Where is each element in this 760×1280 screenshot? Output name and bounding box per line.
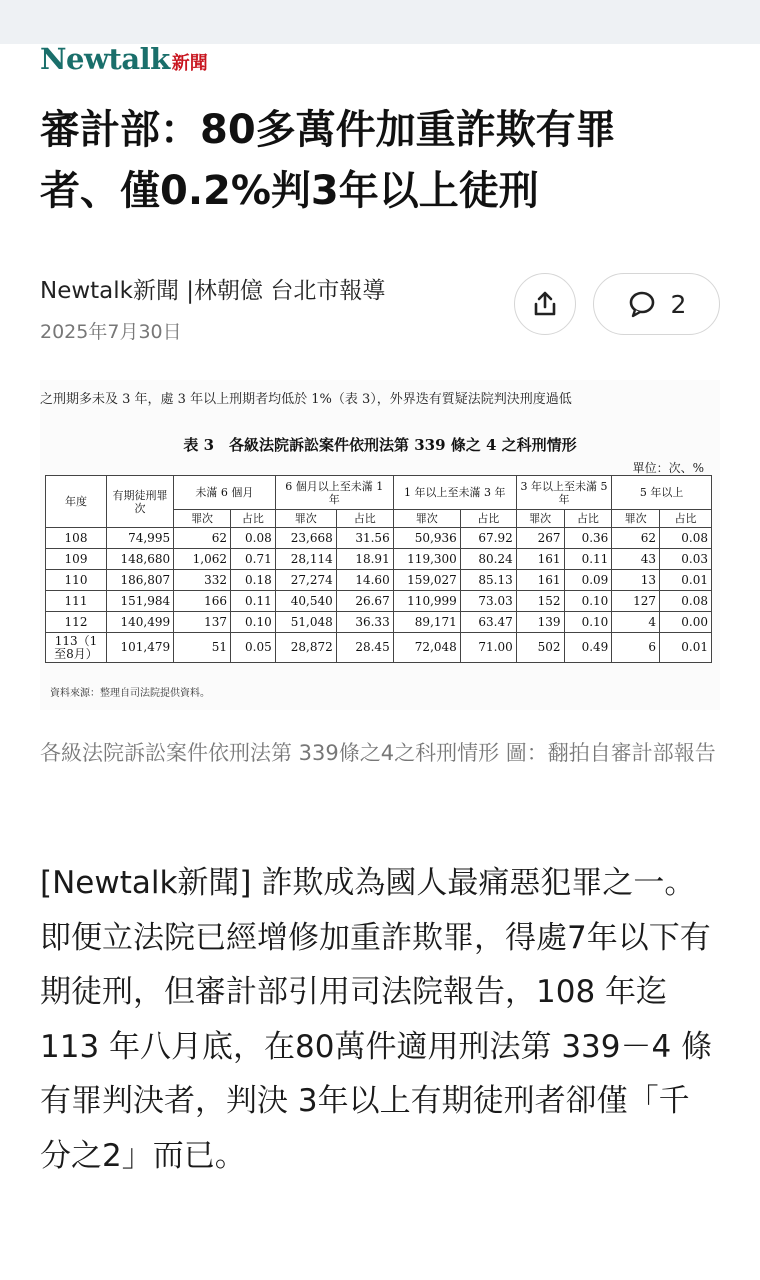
cell-count: 119,300 <box>393 549 460 570</box>
cell-ratio: 0.36 <box>564 528 612 549</box>
table-row <box>46 570 712 591</box>
cell-year: 111 <box>46 591 107 612</box>
header-group: 3 年以上至未滿 5 年 <box>516 476 612 510</box>
comment-icon <box>627 289 657 319</box>
header-group: 6 個月以上至未滿 1 年 <box>275 476 393 510</box>
comment-count: 2 <box>670 289 687 319</box>
header-count: 罪次 <box>275 510 336 528</box>
brand-suffix: 新聞 <box>171 53 208 74</box>
cell-total: 74,995 <box>107 528 174 549</box>
cell-ratio: 0.03 <box>660 549 712 570</box>
header-ratio: 占比 <box>460 510 516 528</box>
cell-ratio: 26.67 <box>336 591 393 612</box>
cell-ratio: 31.56 <box>336 528 393 549</box>
cell-count: 72,048 <box>393 633 460 663</box>
cell-count: 62 <box>612 528 660 549</box>
sentencing-table <box>45 475 712 663</box>
cell-count: 43 <box>612 549 660 570</box>
cell-count: 267 <box>516 528 564 549</box>
cell-ratio: 0.09 <box>564 570 612 591</box>
cell-count: 110,999 <box>393 591 460 612</box>
cell-ratio: 0.00 <box>660 612 712 633</box>
cell-count: 23,668 <box>275 528 336 549</box>
cell-ratio: 28.45 <box>336 633 393 663</box>
cell-year: 112 <box>46 612 107 633</box>
header-count: 罪次 <box>174 510 231 528</box>
header-year: 年度 <box>46 476 107 528</box>
cell-ratio: 0.08 <box>660 591 712 612</box>
cell-year: 110 <box>46 570 107 591</box>
cell-count: 27,274 <box>275 570 336 591</box>
cell-count: 166 <box>174 591 231 612</box>
header-ratio: 占比 <box>231 510 276 528</box>
cell-count: 152 <box>516 591 564 612</box>
cell-count: 13 <box>612 570 660 591</box>
cell-count: 502 <box>516 633 564 663</box>
header-count: 罪次 <box>516 510 564 528</box>
table-row <box>46 591 712 612</box>
cell-count: 89,171 <box>393 612 460 633</box>
article-body: [Newtalk新聞] 詐欺成為國人最痛惡犯罪之一。即便立法院已經增修加重詐欺罪，得處7年以下有期徒刑，但審計部引用司法院報告，108 年迄 113 年八月底，在80萬件適用刑法第 339－4 條有罪判決者，判決 3年以上有期徒刑者卻僅「千分之2」而已。 <box>40 865 713 1174</box>
headline-line-2: 者、僅0.2%判3年以上徒刑 <box>40 168 539 214</box>
header-total: 有期徒刑罪次 <box>107 476 174 528</box>
cell-count: 159,027 <box>393 570 460 591</box>
table-row <box>46 612 712 633</box>
cell-ratio: 0.08 <box>231 528 276 549</box>
cell-year: 113（1至8月） <box>46 633 107 663</box>
cell-count: 137 <box>174 612 231 633</box>
figure-source: 資料來源：整理自司法院提供資料。 <box>50 688 210 699</box>
figure-table-title: 表 3 各級法院訴訟案件依刑法第 339 條之 4 之科刑情形 <box>183 436 577 454</box>
cell-ratio: 36.33 <box>336 612 393 633</box>
figure-top-text: 之刑期多未及 3 年，處 3 年以上刑期者均低於 1%（表 3），外界迭有質疑法院判決刑度過低 <box>40 392 572 407</box>
cell-count: 50,936 <box>393 528 460 549</box>
share-icon <box>530 289 560 319</box>
top-strip <box>0 0 760 44</box>
cell-ratio: 0.10 <box>231 612 276 633</box>
cell-ratio: 63.47 <box>460 612 516 633</box>
cell-total: 140,499 <box>107 612 174 633</box>
newtalk-logo[interactable] <box>40 42 208 76</box>
cell-ratio: 85.13 <box>460 570 516 591</box>
cell-count: 62 <box>174 528 231 549</box>
cell-ratio: 18.91 <box>336 549 393 570</box>
header-group: 1 年以上至未滿 3 年 <box>393 476 516 510</box>
image-caption: 各級法院訴訟案件依刑法第 339條之4之科刑情形 圖：翻拍自審計部報告 <box>40 741 716 765</box>
cell-count: 4 <box>612 612 660 633</box>
cell-count: 161 <box>516 570 564 591</box>
header-group: 未滿 6 個月 <box>174 476 276 510</box>
figure-unit: 單位：次、% <box>632 461 704 475</box>
table-body <box>46 528 712 663</box>
cell-ratio: 14.60 <box>336 570 393 591</box>
table-header-row <box>46 476 712 510</box>
table-row <box>46 549 712 570</box>
cell-ratio: 0.11 <box>231 591 276 612</box>
header-ratio: 占比 <box>336 510 393 528</box>
cell-count: 127 <box>612 591 660 612</box>
cell-ratio: 0.10 <box>564 591 612 612</box>
cell-total: 101,479 <box>107 633 174 663</box>
cell-ratio: 67.92 <box>460 528 516 549</box>
header-ratio: 占比 <box>564 510 612 528</box>
cell-ratio: 0.10 <box>564 612 612 633</box>
cell-ratio: 0.11 <box>564 549 612 570</box>
cell-count: 51 <box>174 633 231 663</box>
brand-name: Newtalk <box>40 42 170 76</box>
cell-count: 161 <box>516 549 564 570</box>
cell-count: 6 <box>612 633 660 663</box>
table-row <box>46 528 712 549</box>
cell-ratio: 0.49 <box>564 633 612 663</box>
cell-count: 332 <box>174 570 231 591</box>
cell-ratio: 73.03 <box>460 591 516 612</box>
cell-count: 40,540 <box>275 591 336 612</box>
cell-total: 186,807 <box>107 570 174 591</box>
article-byline: Newtalk新聞 |林朝億 台北市報導 <box>40 278 386 304</box>
cell-count: 1,062 <box>174 549 231 570</box>
cell-year: 108 <box>46 528 107 549</box>
cell-total: 148,680 <box>107 549 174 570</box>
headline-line-1: 審計部：80多萬件加重詐欺有罪 <box>40 107 616 153</box>
header-count: 罪次 <box>393 510 460 528</box>
cell-count: 51,048 <box>275 612 336 633</box>
header-ratio: 占比 <box>660 510 712 528</box>
cell-ratio: 0.01 <box>660 633 712 663</box>
article-image[interactable] <box>40 380 720 710</box>
comment-button[interactable] <box>593 273 720 335</box>
cell-ratio: 0.71 <box>231 549 276 570</box>
share-button[interactable] <box>514 273 576 335</box>
cell-ratio: 0.08 <box>660 528 712 549</box>
article-headline <box>40 100 720 222</box>
cell-total: 151,984 <box>107 591 174 612</box>
cell-ratio: 0.01 <box>660 570 712 591</box>
cell-count: 28,114 <box>275 549 336 570</box>
cell-year: 109 <box>46 549 107 570</box>
cell-count: 28,872 <box>275 633 336 663</box>
article-date: 2025年7月30日 <box>40 321 182 343</box>
cell-ratio: 71.00 <box>460 633 516 663</box>
cell-ratio: 80.24 <box>460 549 516 570</box>
cell-count: 139 <box>516 612 564 633</box>
cell-ratio: 0.18 <box>231 570 276 591</box>
table-row <box>46 633 712 663</box>
header-count: 罪次 <box>612 510 660 528</box>
header-group: 5 年以上 <box>612 476 712 510</box>
cell-ratio: 0.05 <box>231 633 276 663</box>
